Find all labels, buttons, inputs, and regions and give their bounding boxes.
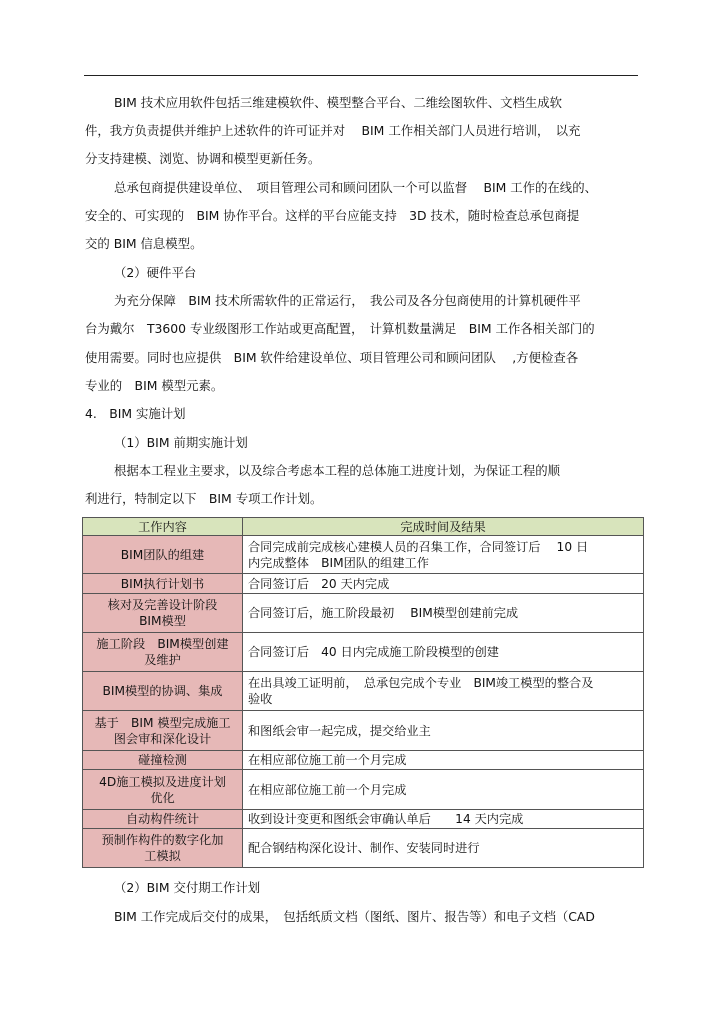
paragraph-plan-line1: 根据本工程业主要求，以及综合考虑本工程的总体施工进度计划，为保证工程的顺 <box>114 463 561 478</box>
row-item-cell <box>83 594 243 633</box>
row-item-cell <box>83 829 243 868</box>
paragraph-platform-line1: 总承包商提供建设单位、 项目管理公司和顾问团队一个可以监督 BIM 工作的在线的、 <box>114 180 597 195</box>
item-text: 预制作构件的数字化加 <box>101 833 224 847</box>
result-text: 在相应部位施工前一个月完成 <box>248 753 407 767</box>
row-result-cell <box>243 536 644 574</box>
row-result-cell <box>243 829 644 868</box>
paragraph-hardware-line2: 台为戴尔 T3600 专业级图形工作站或更高配置， 计算机数量满足 BIM 工作各相关部门的 <box>85 321 595 336</box>
item-text: 基于 BIM 模型完成施工 <box>94 715 231 730</box>
table-row <box>83 810 644 829</box>
row-item-cell <box>83 711 243 751</box>
result-text: 合同完成前完成核心建模人员的召集工作，合同签订后 10 日 <box>248 539 589 554</box>
item-text: BIM执行计划书 <box>120 576 205 591</box>
subheading-delivery-plan: （2）BIM 交付期工作计划 <box>114 880 261 895</box>
section-heading-bim-plan: 4. BIM 实施计划 <box>85 406 186 421</box>
row-item-cell <box>83 810 243 829</box>
paragraph-hardware-line3: 使用需要。同时也应提供 BIM 软件给建设单位、项目管理公司和顾问团队 ,方便检查各 <box>85 350 579 365</box>
row-item-cell <box>83 751 243 770</box>
row-result-cell <box>243 711 644 751</box>
item-text: 工模拟 <box>144 849 181 863</box>
paragraph-hardware-line1: 为充分保障 BIM 技术所需软件的正常运行， 我公司及各分包商使用的计算机硬件平 <box>114 293 581 308</box>
item-text: 4D施工模拟及进度计划 <box>99 774 226 789</box>
row-result-cell <box>243 594 644 633</box>
row-result-cell <box>243 633 644 672</box>
result-text: 内完成整体 BIM团队的组建工作 <box>248 555 429 570</box>
row-item-cell <box>83 633 243 672</box>
header-work-content: 工作内容 <box>83 518 243 536</box>
paragraph-delivery-line1: BIM 工作完成后交付的成果， 包括纸质文档（图纸、图片、报告等）和电子文档（CAD <box>114 909 595 924</box>
row-item-cell <box>83 574 243 594</box>
paragraph-plan-line2: 利进行，特制定以下 BIM 专项工作计划。 <box>85 491 323 506</box>
row-result-cell <box>243 574 644 594</box>
result-text: 验收 <box>248 692 273 706</box>
result-text: 合同签订后 40 日内完成施工阶段模型的创建 <box>248 645 499 659</box>
table-row <box>83 594 644 633</box>
row-item-cell <box>83 536 243 574</box>
row-result-cell <box>243 751 644 770</box>
item-text: BIM团队的组建 <box>120 547 205 562</box>
row-item-cell <box>83 770 243 810</box>
result-text: 和图纸会审一起完成，提交给业主 <box>248 723 431 738</box>
item-text: 自动构件统计 <box>125 812 200 826</box>
paragraph-platform-line2: 安全的、可实现的 BIM 协作平台。这样的平台应能支持 3D 技术，随时检查总承包商提 <box>85 208 580 223</box>
item-text: 碰撞检测 <box>138 753 187 767</box>
header-rule <box>84 75 638 76</box>
paragraph-platform-line3: 交的 BIM 信息模型。 <box>85 236 203 251</box>
result-text: 在相应部位施工前一个月完成 <box>248 782 407 797</box>
table-row <box>83 633 644 672</box>
table-row <box>83 770 644 810</box>
table-row <box>83 829 644 868</box>
paragraph-hardware-line4: 专业的 BIM 模型元素。 <box>85 378 224 393</box>
hardware-heading: （2）硬件平台 <box>114 265 197 280</box>
result-text: 配合钢结构深化设计、制作、安装同时进行 <box>248 841 480 855</box>
paragraph-software-line3: 分支持建模、浏览、协调和模型更新任务。 <box>85 151 321 166</box>
item-text: 核对及完善设计阶段 <box>107 598 218 612</box>
table-row <box>83 711 644 751</box>
item-text: BIM模型 <box>139 614 186 628</box>
item-text: 及维护 <box>144 653 181 667</box>
row-result-cell <box>243 672 644 711</box>
table-row <box>83 751 644 770</box>
table-row <box>83 536 644 574</box>
header-completion: 完成时间及结果 <box>243 518 644 536</box>
item-text: 优化 <box>150 790 175 805</box>
subheading-early-plan: （1）BIM 前期实施计划 <box>114 435 248 450</box>
row-item-cell <box>83 672 243 711</box>
paragraph-software-line2: 件，我方负责提供并维护上述软件的许可证并对 BIM 工作相关部门人员进行培训， 以充 <box>85 123 581 138</box>
result-text: 合同签订后，施工阶段最初 BIM模型创建前完成 <box>248 606 519 620</box>
result-text: 在出具竣工证明前， 总承包完成个专业 BIM竣工模型的整合及 <box>248 676 594 690</box>
row-result-cell <box>243 810 644 829</box>
result-text: 合同签订后 20 天内完成 <box>248 576 390 591</box>
paragraph-software-line1: BIM 技术应用软件包括三维建模软件、模型整合平台、二维绘图软件、文档生成软 <box>114 95 563 110</box>
table-row <box>83 574 644 594</box>
table-row <box>83 672 644 711</box>
row-result-cell <box>243 770 644 810</box>
item-text: BIM模型的协调、集成 <box>102 684 223 698</box>
item-text: 图会审和深化设计 <box>113 731 212 746</box>
bim-plan-table <box>82 517 644 868</box>
result-text: 收到设计变更和图纸会审确认单后 14 天内完成 <box>248 812 524 826</box>
item-text: 施工阶段 BIM模型创建 <box>96 637 229 651</box>
table-header-row <box>83 518 644 536</box>
